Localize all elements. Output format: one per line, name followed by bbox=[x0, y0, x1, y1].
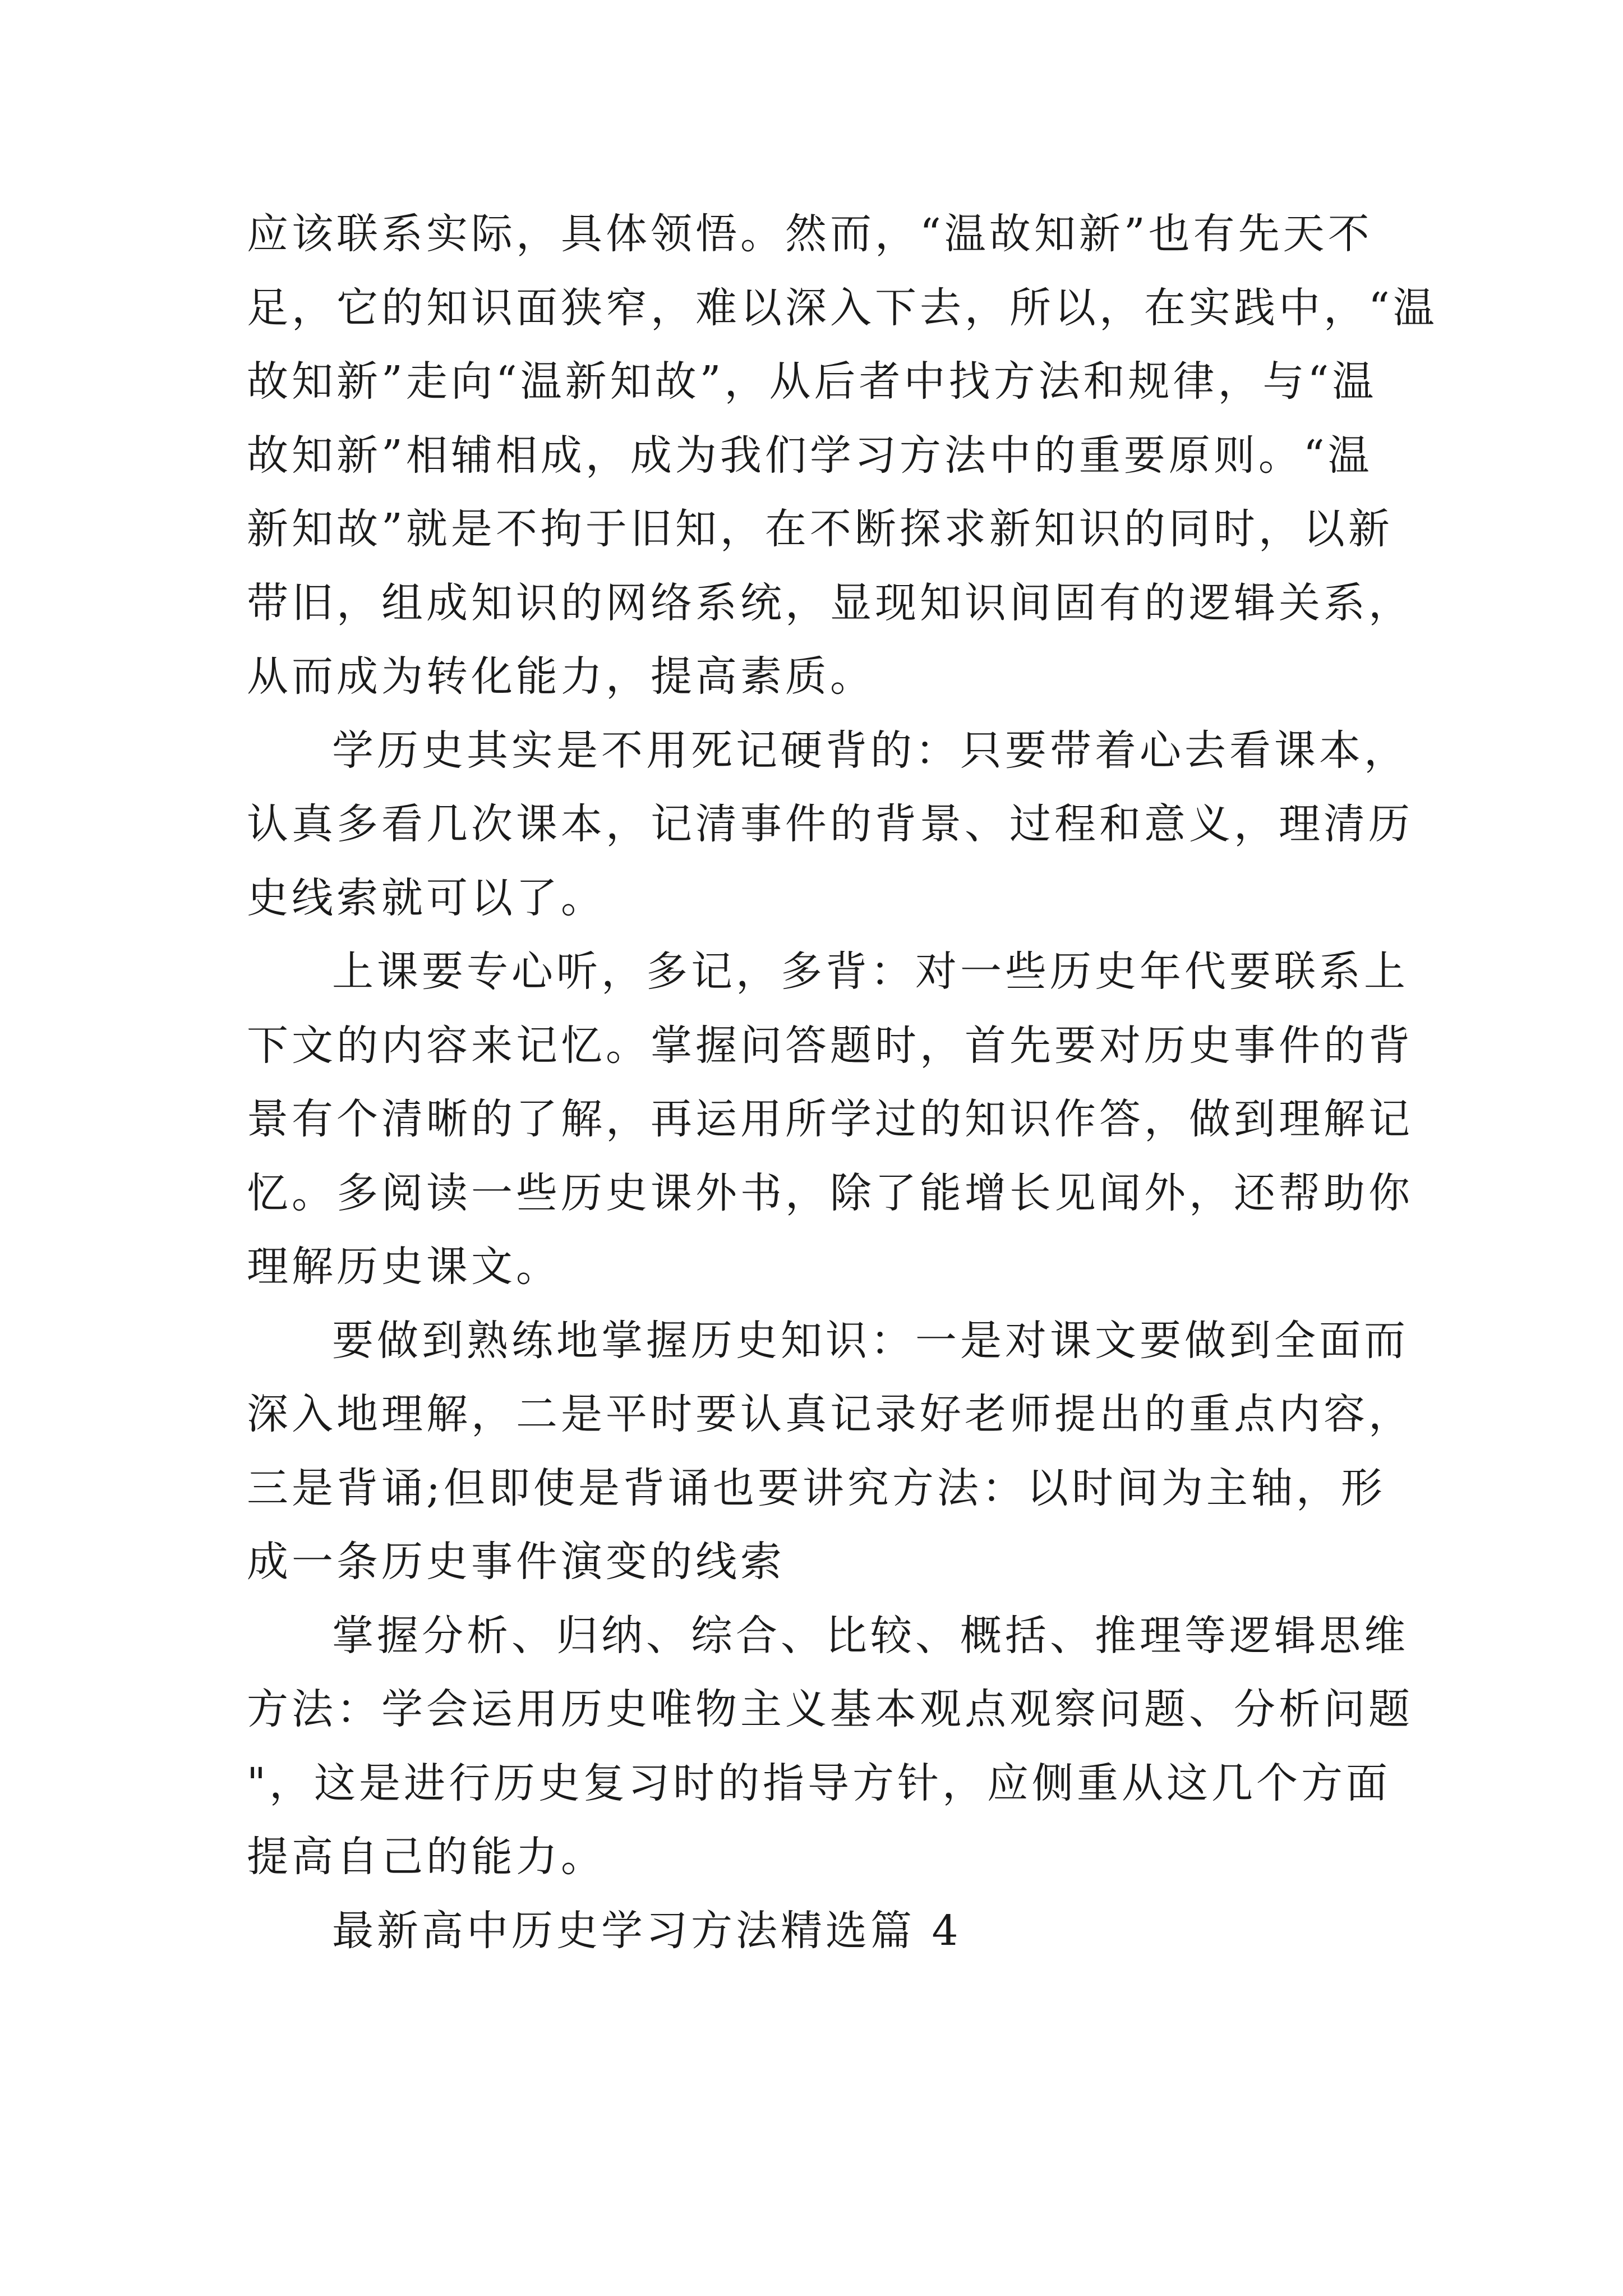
text-line: 学历史其实是不用死记硬背的：只要带着心去看课本， bbox=[332, 726, 1409, 775]
paragraph bbox=[247, 197, 1438, 714]
text-line: 忆。多阅读一些历史课外书，除了能增长见闻外，还帮助你 bbox=[247, 1168, 1413, 1217]
text-line: 应该联系实际，具体领悟。然而，“温故知新”也有先天不 bbox=[247, 210, 1373, 258]
document-body bbox=[247, 197, 1438, 1968]
text-line: "，这是进行历史复习时的指导方针，应侧重从这几个方面 bbox=[247, 1759, 1391, 1807]
text-line: 带旧，组成知识的网络系统，显现知识间固有的逻辑关系， bbox=[247, 578, 1413, 627]
text-line: 上课要专心听，多记，多背：对一些历史年代要联系上 bbox=[332, 947, 1409, 996]
text-line: 三是背诵;但即使是背诵也要讲究方法：以时间为主轴，形 bbox=[247, 1464, 1386, 1512]
paragraph bbox=[247, 714, 1413, 936]
text-line: 足，它的知识面狭窄，难以深入下去，所以，在实践中，“温 bbox=[247, 283, 1438, 332]
paragraph bbox=[247, 1599, 1413, 1894]
section-heading bbox=[247, 1894, 1391, 1968]
text-line: 史线索就可以了。 bbox=[247, 873, 606, 922]
text-line: 掌握分析、归纳、综合、比较、概括、推理等逻辑思维 bbox=[332, 1611, 1409, 1660]
text-line: 提高自己的能力。 bbox=[247, 1833, 606, 1881]
text-line: 成一条历史事件演变的线索 bbox=[247, 1538, 785, 1586]
text-line: 景有个清晰的了解，再运用所学过的知识作答，做到理解记 bbox=[247, 1095, 1413, 1143]
text-line: 认真多看几次课本，记清事件的背景、过程和意义，理清历 bbox=[247, 800, 1413, 848]
text-line: 深入地理解，二是平时要认真记录好老师提出的重点内容， bbox=[247, 1390, 1413, 1438]
text-line: 故知新”走向“温新知故”，从后者中找方法和规律，与“温 bbox=[247, 357, 1377, 406]
heading-line: 最新高中历史学习方法精选篇 4 bbox=[332, 1906, 962, 1955]
text-line: 故知新”相辅相成，成为我们学习方法中的重要原则。“温 bbox=[247, 431, 1373, 480]
text-line: 从而成为转化能力，提高素质。 bbox=[247, 652, 875, 701]
text-line: 要做到熟练地掌握历史知识：一是对课文要做到全面而 bbox=[332, 1316, 1409, 1365]
text-line: 下文的内容来记忆。掌握问答题时，首先要对历史事件的背 bbox=[247, 1021, 1413, 1070]
paragraph bbox=[247, 1304, 1413, 1599]
text-line: 新知故”就是不拘于旧知，在不断探求新知识的同时，以新 bbox=[247, 505, 1393, 553]
text-line: 方法：学会运用历史唯物主义基本观点观察问题、分析问题 bbox=[247, 1685, 1413, 1733]
text-line: 理解历史课文。 bbox=[247, 1243, 561, 1291]
paragraph bbox=[247, 935, 1413, 1304]
